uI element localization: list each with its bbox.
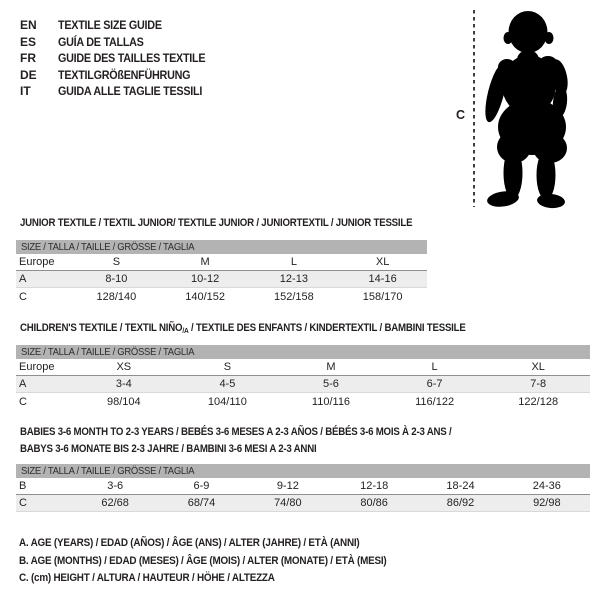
column-header: M xyxy=(326,361,336,373)
column-header: XS xyxy=(116,361,132,373)
cell-value: 68/74 xyxy=(187,497,216,509)
language-code: EN xyxy=(20,18,37,33)
children-table-title xyxy=(20,322,466,335)
footnote-c: C. (cm) HEIGHT / ALTURA / HAUTEUR / HÖHE / ALTEZZA xyxy=(19,572,275,584)
language-row xyxy=(20,67,222,84)
cell-value: 24-36 xyxy=(532,480,561,492)
row-label: C xyxy=(19,395,27,408)
cell-value: 12-18 xyxy=(360,480,389,492)
size-header-label: SIZE / TALLA / TAILLE / GRÖSSE / TAGLIA xyxy=(21,465,195,477)
cell-value: 152/158 xyxy=(273,290,314,303)
junior-size-table xyxy=(16,240,427,305)
language-title: TEXTILE SIZE GUIDE xyxy=(58,18,162,33)
cell-value: 128/140 xyxy=(96,290,137,303)
table-row xyxy=(16,254,427,271)
table-row xyxy=(16,376,590,393)
table-row xyxy=(16,393,590,410)
babies-title-line1: BABIES 3-6 MONTH TO 2-3 YEARS / BEBÉS 3-6 MESES A 2-3 AÑOS / BÉBÉS 3-6 MOIS À 2-3 ANS / xyxy=(20,426,452,438)
cell-value: 92/98 xyxy=(533,497,561,509)
table-row xyxy=(16,271,427,288)
cell-value: 74/80 xyxy=(274,497,302,509)
language-title: TEXTILGRÖßENFÜHRUNG xyxy=(58,67,191,82)
footnote-a: A. AGE (YEARS) / EDAD (AÑOS) / ÂGE (ANS) / ALTER (JAHRE) / ETÀ (ANNI) xyxy=(19,537,360,549)
height-measure-label: C xyxy=(456,108,466,122)
region-label: Europe xyxy=(19,256,55,268)
cell-value: 14-16 xyxy=(368,273,397,285)
babies-size-table xyxy=(16,464,590,512)
table-row xyxy=(16,495,590,512)
size-header-label: SIZE / TALLA / TAILLE / GRÖSSE / TAGLIA xyxy=(21,241,195,253)
column-header: L xyxy=(431,361,438,373)
column-header: XL xyxy=(375,256,390,268)
height-measure-dashed-line xyxy=(473,10,475,207)
cell-value: 86/92 xyxy=(446,497,475,509)
size-header-bar xyxy=(16,464,590,478)
children-title-post: / TEXTILE DES ENFANTS / KINDERTEXTIL / BAMBINI TESSILE xyxy=(188,322,466,334)
table-row xyxy=(16,359,590,376)
language-title-list xyxy=(20,17,222,100)
column-header: S xyxy=(112,256,121,268)
children-title-pre: CHILDREN'S TEXTILE / TEXTIL NIÑO xyxy=(20,322,183,334)
table-row xyxy=(16,288,427,305)
language-title: GUIDA ALLE TAGLIE TESSILI xyxy=(58,84,203,99)
babies-title-line2: BABYS 3-6 MONATE BIS 2-3 JAHRE / BAMBINI 3-6 MESI A 2-3 ANNI xyxy=(20,443,317,455)
column-header: S xyxy=(223,361,232,373)
cell-value: 5-6 xyxy=(323,378,339,390)
region-label: Europe xyxy=(19,361,55,373)
cell-value: 9-12 xyxy=(276,480,299,492)
cell-value: 122/128 xyxy=(518,395,559,408)
column-header: M xyxy=(200,256,210,268)
cell-value: 116/122 xyxy=(415,395,455,408)
row-label: A xyxy=(19,273,27,285)
cell-value: 6-9 xyxy=(193,480,210,492)
size-header-label: SIZE / TALLA / TAILLE / GRÖSSE / TAGLIA xyxy=(21,346,195,358)
cell-value: 8-10 xyxy=(105,273,128,285)
babies-table-title xyxy=(20,424,510,458)
row-label: C xyxy=(19,290,27,303)
language-code: ES xyxy=(20,34,37,49)
language-row xyxy=(20,17,222,34)
language-row xyxy=(20,34,222,51)
table-row xyxy=(16,478,590,495)
language-code: FR xyxy=(20,51,36,66)
cell-value: 12-13 xyxy=(279,273,308,285)
children-size-table xyxy=(16,345,590,410)
row-label: B xyxy=(19,480,27,492)
column-header: XL xyxy=(531,361,545,373)
language-title: GUIDE DES TAILLES TEXTILE xyxy=(58,51,206,66)
cell-value: 110/116 xyxy=(311,395,351,408)
cell-value: 7-8 xyxy=(530,378,547,390)
children-title-subscript: /A xyxy=(182,326,189,335)
footnote-list xyxy=(19,535,427,588)
baby-silhouette-icon xyxy=(480,5,592,210)
cell-value: 104/110 xyxy=(207,395,247,408)
cell-value: 6-7 xyxy=(426,378,443,390)
cell-value: 98/104 xyxy=(106,395,141,408)
size-header-bar xyxy=(16,345,590,359)
language-row xyxy=(20,50,222,67)
cell-value: 140/152 xyxy=(185,290,225,303)
column-header: L xyxy=(290,256,297,268)
cell-value: 18-24 xyxy=(446,480,475,492)
cell-value: 158/170 xyxy=(362,290,403,303)
row-label: A xyxy=(19,378,27,390)
language-row xyxy=(20,83,222,100)
junior-table-title: JUNIOR TEXTILE / TEXTIL JUNIOR/ TEXTILE JUNIOR / JUNIORTEXTIL / JUNIOR TESSILE xyxy=(20,217,413,229)
language-code: IT xyxy=(20,84,31,99)
footnote-b: B. AGE (MONTHS) / EDAD (MESES) / ÂGE (MOIS) / ALTER (MONATE) / ETÀ (MESI) xyxy=(19,554,387,567)
cell-value: 80/86 xyxy=(360,497,388,509)
cell-value: 10-12 xyxy=(191,273,220,285)
cell-value: 4-5 xyxy=(219,378,236,390)
cell-value: 3-6 xyxy=(107,480,124,492)
language-code: DE xyxy=(20,67,37,82)
language-title: GUÍA DE TALLAS xyxy=(58,34,144,49)
row-label: C xyxy=(19,497,27,509)
cell-value: 62/68 xyxy=(101,497,129,509)
cell-value: 3-4 xyxy=(115,378,132,390)
size-header-bar xyxy=(16,240,427,254)
